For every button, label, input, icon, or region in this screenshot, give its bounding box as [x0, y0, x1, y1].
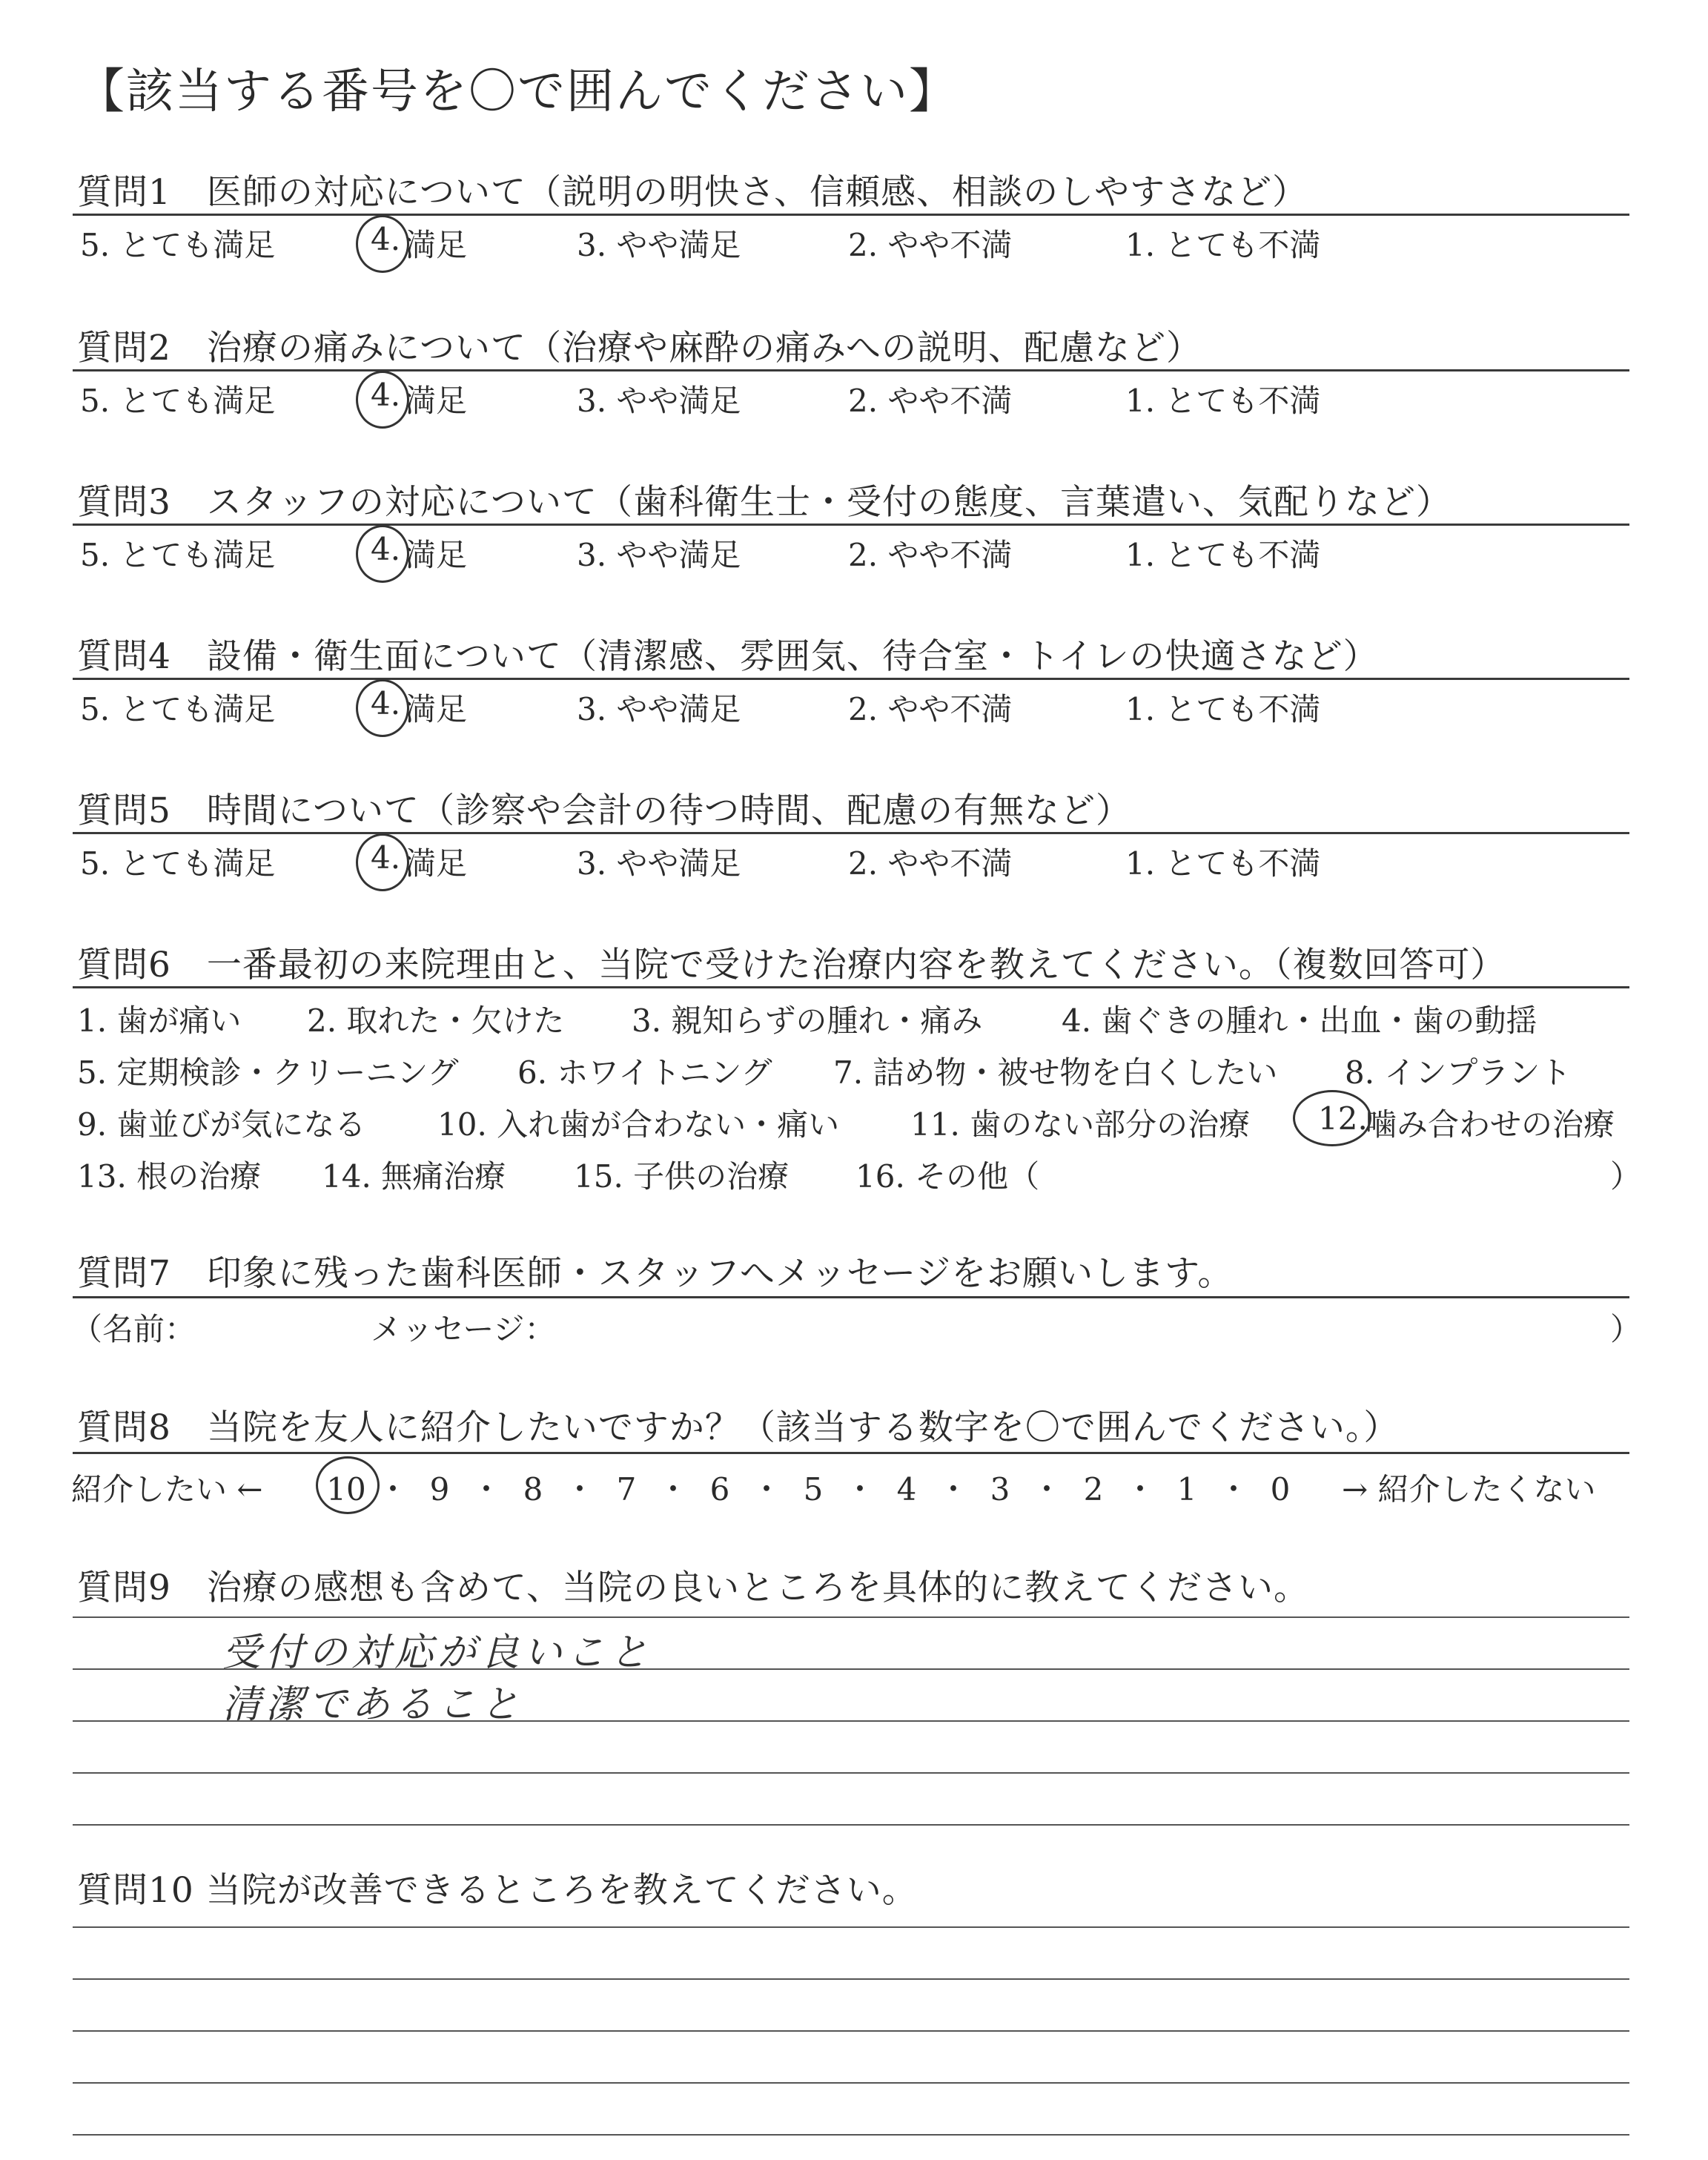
option-3[interactable]: 3. やや満足 [577, 537, 741, 573]
question-8-rule [73, 1452, 1629, 1454]
answer-line [73, 2134, 1629, 2136]
selected-circle [356, 525, 409, 583]
option-1[interactable]: 1. とても不満 [1125, 537, 1321, 573]
option-5[interactable]: 5. とても満足 [80, 845, 276, 882]
option-1[interactable]: 1. とても不満 [1125, 227, 1321, 263]
message-label: メッセージ： [371, 1311, 556, 1347]
option-1[interactable]: 1. とても不満 [1125, 691, 1321, 727]
question-1-rule [73, 214, 1629, 216]
reason-12-label: 噛み合わせの治療 [1366, 1106, 1615, 1143]
option-2[interactable]: 2. やや不満 [848, 537, 1013, 573]
scale-1[interactable]: 1 [1176, 1471, 1197, 1507]
answer-line [73, 1926, 1629, 1928]
reason-1[interactable]: 1. 歯が痛い [77, 1003, 242, 1039]
reason-9[interactable]: 9. 歯並びが気になる [77, 1106, 366, 1143]
handwritten-answer-2: 清潔であること [222, 1682, 524, 1727]
scale-2[interactable]: 2 [1083, 1471, 1104, 1507]
option-5[interactable]: 5. とても満足 [80, 227, 276, 263]
answer-line [73, 1772, 1629, 1774]
option-1[interactable]: 1. とても不満 [1125, 845, 1321, 882]
option-5[interactable]: 5. とても満足 [80, 691, 276, 727]
question-3-rule [73, 524, 1629, 526]
option-4-label: 満足 [405, 227, 468, 263]
reason-3[interactable]: 3. 親知らずの腫れ・痛み [632, 1003, 983, 1039]
answer-line [73, 1978, 1629, 1980]
recommend-scale: 10 ・ 9 ・ 8 ・ 7 ・ 6 ・ 5 ・ 4 ・ 3 ・ 2 ・ 1 ・ 0 [323, 1465, 1303, 1510]
answer-line [73, 1616, 1629, 1618]
selected-circle [1293, 1090, 1371, 1146]
selected-circle [356, 833, 409, 891]
question-10-title: 質問10 当院が改善できるところを教えてください。 [77, 1870, 918, 1911]
question-1-title: 質問1 医師の対応について（説明の明快さ、信頼感、相談のしやすさなど） [77, 172, 1308, 213]
reason-15[interactable]: 15. 子供の治療 [574, 1158, 790, 1195]
selected-circle [316, 1456, 380, 1514]
option-5[interactable]: 5. とても満足 [80, 537, 276, 573]
recommend-right-label: → 紹介したくない [1342, 1471, 1596, 1507]
reason-10[interactable]: 10. 入れ歯が合わない・痛い [437, 1106, 840, 1143]
scale-9[interactable]: 9 [429, 1471, 450, 1507]
recommend-left-label: 紹介したい ← [71, 1471, 263, 1507]
message-close-paren: ） [1610, 1311, 1642, 1347]
scale-7[interactable]: 7 [616, 1471, 637, 1507]
selected-circle [356, 215, 409, 273]
answer-line [73, 1824, 1629, 1826]
answer-line [73, 2082, 1629, 2084]
question-6-title: 質問6 一番最初の来院理由と、当院で受けた治療内容を教えてください。（複数回答可） [77, 945, 1506, 985]
answer-line [73, 2030, 1629, 2032]
selected-circle [356, 679, 409, 737]
reason-16[interactable]: 16. その他（ [855, 1158, 1040, 1195]
reason-7[interactable]: 7. 詰め物・被せ物を白くしたい [833, 1054, 1278, 1091]
option-2[interactable]: 2. やや不満 [848, 691, 1013, 727]
question-8-title: 質問8 当院を友人に紹介したいですか？（該当する数字を〇で囲んでください。） [77, 1407, 1400, 1448]
other-close-paren: ） [1610, 1158, 1642, 1195]
option-2[interactable]: 2. やや不満 [848, 383, 1013, 419]
question-6-rule [73, 986, 1629, 988]
question-5-title: 質問5 時間について（診察や会計の待つ時間、配慮の有無など） [77, 790, 1131, 831]
scale-6[interactable]: 6 [709, 1471, 730, 1507]
reason-12[interactable]: 12. [1318, 1100, 1368, 1137]
question-4-title: 質問4 設備・衛生面について（清潔感、雰囲気、待合室・トイレの快適さなど） [77, 636, 1379, 677]
reason-4[interactable]: 4. 歯ぐきの腫れ・出血・歯の動揺 [1062, 1003, 1537, 1039]
reason-8[interactable]: 8. インプラント [1345, 1054, 1572, 1091]
question-5-rule [73, 832, 1629, 834]
scale-8[interactable]: 8 [523, 1471, 543, 1507]
scale-3[interactable]: 3 [990, 1471, 1010, 1507]
option-3[interactable]: 3. やや満足 [577, 845, 741, 882]
option-4[interactable]: 4. [371, 839, 401, 876]
reason-2[interactable]: 2. 取れた・欠けた [307, 1003, 565, 1039]
option-2[interactable]: 2. やや不満 [848, 227, 1013, 263]
question-7-rule [73, 1296, 1629, 1298]
option-4[interactable]: 4. [371, 685, 401, 721]
option-4-label: 満足 [405, 383, 468, 419]
option-3[interactable]: 3. やや満足 [577, 691, 741, 727]
option-4[interactable]: 4. [371, 377, 401, 413]
scale-10[interactable]: 10 [326, 1471, 366, 1507]
option-4[interactable]: 4. [371, 221, 401, 257]
handwritten-answer-1: 受付の対応が良いこと [222, 1631, 653, 1675]
question-2-rule [73, 369, 1629, 371]
reason-14[interactable]: 14. 無痛治療 [322, 1158, 506, 1195]
scale-0[interactable]: 0 [1270, 1471, 1291, 1507]
reason-11[interactable]: 11. 歯のない部分の治療 [910, 1106, 1251, 1143]
question-3-title: 質問3 スタッフの対応について（歯科衛生士・受付の態度、言葉遣い、気配りなど） [77, 482, 1452, 523]
option-3[interactable]: 3. やや満足 [577, 227, 741, 263]
option-4-label: 満足 [405, 845, 468, 882]
option-2[interactable]: 2. やや不満 [848, 845, 1013, 882]
question-9-title: 質問9 治療の感想も含めて、当院の良いところを具体的に教えてください。 [77, 1568, 1309, 1608]
reason-13[interactable]: 13. 根の治療 [77, 1158, 262, 1195]
option-4-label: 満足 [405, 691, 468, 727]
option-1[interactable]: 1. とても不満 [1125, 383, 1321, 419]
page-title: 【該当する番号を〇で囲んでください】 [77, 65, 958, 119]
question-7-title: 質問7 印象に残った歯科医師・スタッフへメッセージをお願いします。 [77, 1253, 1234, 1294]
reason-5[interactable]: 5. 定期検診・クリーニング [77, 1054, 459, 1091]
selected-circle [356, 371, 409, 429]
reason-6[interactable]: 6. ホワイトニング [517, 1054, 772, 1091]
question-4-rule [73, 678, 1629, 680]
question-2-title: 質問2 治療の痛みについて（治療や麻酔の痛みへの説明、配慮など） [77, 328, 1202, 369]
option-4-label: 満足 [405, 537, 468, 573]
name-label: （名前： [71, 1311, 196, 1347]
option-5[interactable]: 5. とても満足 [80, 383, 276, 419]
message-field[interactable] [563, 1305, 1594, 1347]
option-4[interactable]: 4. [371, 531, 401, 567]
scale-5[interactable]: 5 [803, 1471, 824, 1507]
option-3[interactable]: 3. やや満足 [577, 383, 741, 419]
scale-4[interactable]: 4 [896, 1471, 917, 1507]
